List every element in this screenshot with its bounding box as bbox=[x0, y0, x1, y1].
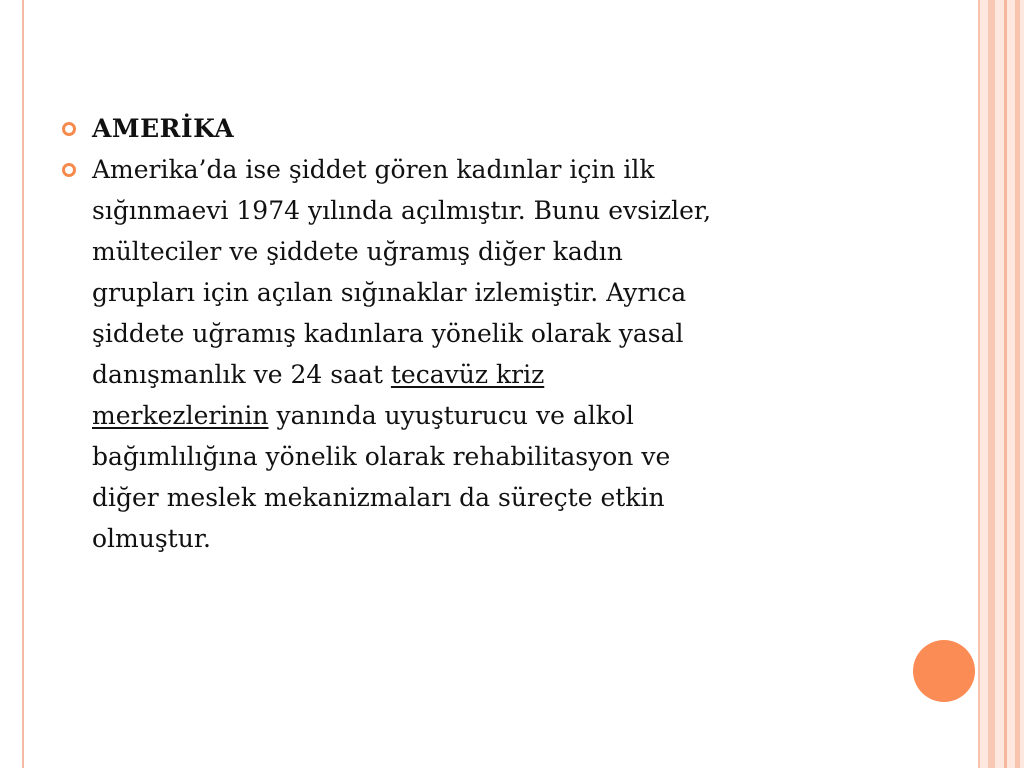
text-run: olmuştur. bbox=[92, 524, 211, 553]
bullet-item-heading bbox=[62, 108, 942, 149]
text-run: sığınmaevi 1974 yılında açılmıştır. Bunu evsizler, bbox=[92, 196, 712, 225]
decorative-circle bbox=[913, 640, 975, 702]
left-border-line bbox=[22, 0, 24, 768]
paragraph-line bbox=[92, 149, 942, 190]
paragraph-line bbox=[92, 477, 942, 518]
paragraph-line bbox=[92, 395, 942, 436]
bullet-list bbox=[62, 108, 942, 559]
right-stripe bbox=[988, 0, 995, 768]
text-run: yanında uyuşturucu ve alkol bbox=[268, 401, 634, 430]
paragraph-line bbox=[92, 518, 942, 559]
text-run: danışmanlık ve 24 saat bbox=[92, 360, 391, 389]
paragraph-line bbox=[92, 190, 942, 231]
text-run: mülteciler ve şiddete uğramış diğer kadın bbox=[92, 237, 623, 266]
section-heading: AMERİKA bbox=[92, 114, 235, 143]
text-run: şiddete uğramış kadınlara yönelik olarak yasal bbox=[92, 319, 684, 348]
paragraph-line bbox=[92, 231, 942, 272]
bullet-item-paragraph bbox=[62, 149, 942, 559]
ring-bullet-icon bbox=[62, 122, 76, 136]
paragraph-line bbox=[92, 313, 942, 354]
ring-bullet-icon bbox=[62, 163, 76, 177]
text-run: diğer meslek mekanizmaları da süreçte etkin bbox=[92, 483, 665, 512]
paragraph-line bbox=[92, 436, 942, 477]
text-run: bağımlılığına yönelik olarak rehabilitasyon ve bbox=[92, 442, 671, 471]
paragraph-line bbox=[92, 354, 942, 395]
right-stripe bbox=[1015, 0, 1020, 768]
right-stripe bbox=[1004, 0, 1007, 768]
text-run: Amerika’da ise şiddet gören kadınlar için ilk bbox=[92, 155, 655, 184]
text-run: grupları için açılan sığınaklar izlemiştir. Ayrıca bbox=[92, 278, 687, 307]
right-stripe bbox=[978, 0, 980, 768]
underlined-link-text: merkezlerinin bbox=[92, 401, 269, 430]
underlined-link-text: tecavüz kriz bbox=[390, 360, 545, 389]
paragraph-line bbox=[92, 272, 942, 313]
